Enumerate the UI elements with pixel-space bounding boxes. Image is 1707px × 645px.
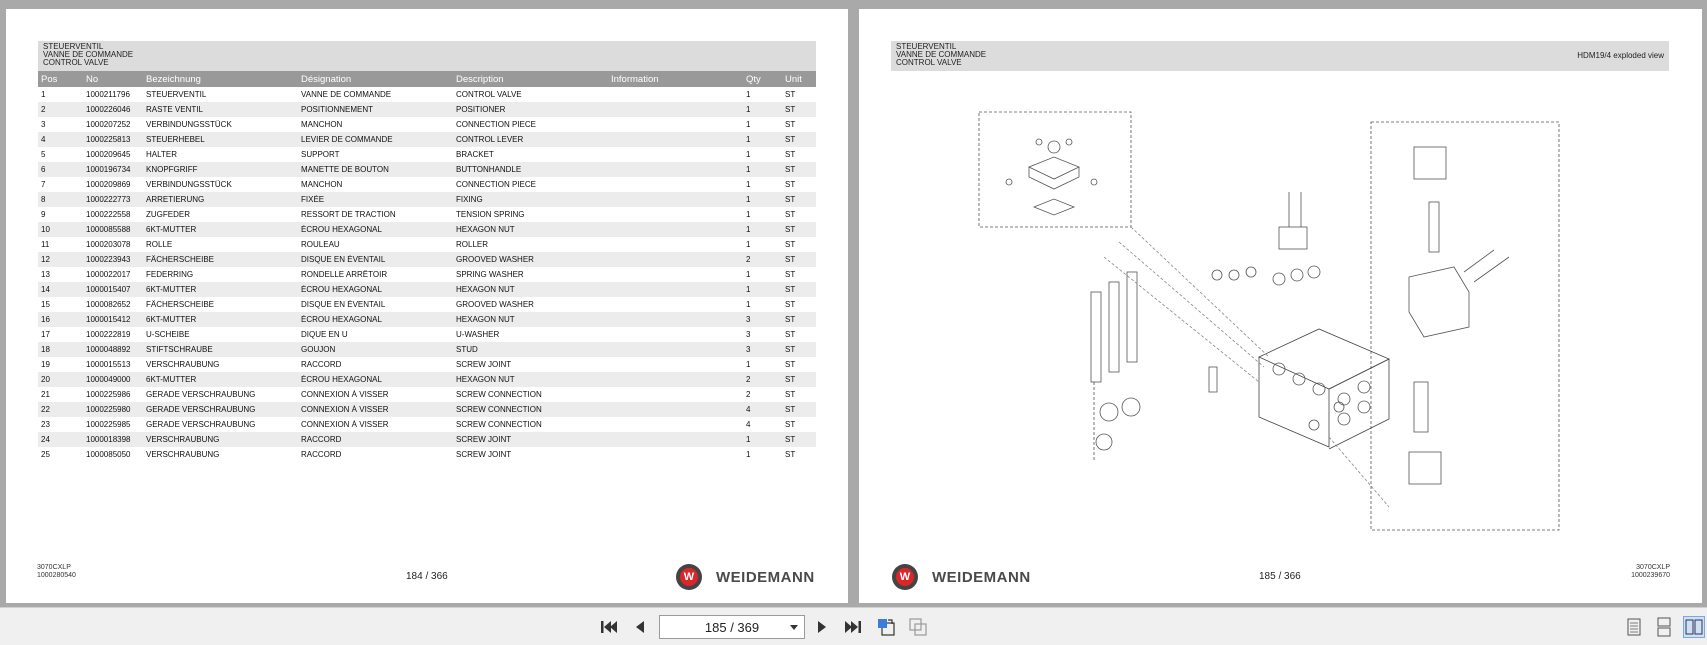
table-row [38, 162, 816, 177]
cell-description: SCREW CONNECTION [456, 390, 542, 399]
cell-designation: CONNEXION À VISSER [301, 405, 389, 414]
cell-designation: GOUJON [301, 345, 336, 354]
cell-unit: ST [785, 90, 796, 99]
cell-pos: 9 [41, 210, 46, 219]
cell-description: SCREW JOINT [456, 435, 512, 444]
cell-bezeichnung: VERSCHRAUBUNG [146, 360, 220, 369]
table-row [38, 432, 816, 447]
cell-no: 1000222819 [86, 330, 131, 339]
cell-unit: ST [785, 135, 796, 144]
cell-description: CONNECTION PIECE [456, 180, 537, 189]
cell-qty: 1 [746, 135, 751, 144]
page-number: 185 / 366 [1259, 571, 1301, 582]
cell-unit: ST [785, 375, 796, 384]
cell-description: TENSION SPRING [456, 210, 525, 219]
chevron-down-icon[interactable] [790, 625, 798, 630]
two-page-icon[interactable] [1683, 616, 1705, 638]
table-header [38, 71, 816, 87]
cell-pos: 18 [41, 345, 50, 354]
rotate-icon[interactable] [875, 616, 897, 638]
cell-pos: 8 [41, 195, 46, 204]
doc-info [37, 564, 76, 580]
col-no: No [86, 73, 99, 85]
doc-number: 1000239670 [1631, 572, 1670, 579]
cell-bezeichnung: 6KT-MUTTER [146, 375, 197, 384]
cell-qty: 1 [746, 180, 751, 189]
cell-qty: 1 [746, 240, 751, 249]
header-line-en: CONTROL VALVE [896, 58, 962, 67]
table-row [38, 192, 816, 207]
table-row [38, 87, 816, 102]
right-page [859, 9, 1702, 603]
cell-bezeichnung: STEUERVENTIL [146, 90, 207, 99]
header-line-en: CONTROL VALVE [43, 58, 109, 67]
cell-no: 1000226046 [86, 105, 131, 114]
col-designation: Désignation [301, 73, 352, 85]
brand-name: WEIDEMANN [716, 568, 815, 586]
cell-bezeichnung: VERSCHRAUBUNG [146, 435, 220, 444]
cell-qty: 1 [746, 210, 751, 219]
fit-icon[interactable] [907, 616, 929, 638]
cell-designation: ÉCROU HEXAGONAL [301, 375, 382, 384]
cell-bezeichnung: GERADE VERSCHRAUBUNG [146, 405, 256, 414]
cell-qty: 2 [746, 375, 751, 384]
cell-no: 1000222773 [86, 195, 131, 204]
cell-designation: ÉCROU HEXAGONAL [301, 225, 382, 234]
col-unit: Unit [785, 73, 802, 85]
cell-no: 1000049000 [86, 375, 131, 384]
cell-description: U-WASHER [456, 330, 500, 339]
last-page-icon[interactable] [842, 616, 864, 638]
page-header [38, 41, 816, 71]
cell-no: 1000196734 [86, 165, 131, 174]
cell-pos: 13 [41, 270, 50, 279]
continuous-page-icon[interactable] [1653, 616, 1675, 638]
cell-designation: RACCORD [301, 360, 342, 369]
cell-no: 1000015513 [86, 360, 131, 369]
cell-bezeichnung: ZUGFEDER [146, 210, 190, 219]
cell-unit: ST [785, 315, 796, 324]
col-pos: Pos [41, 73, 58, 85]
cell-bezeichnung: FEDERRING [146, 270, 194, 279]
cell-unit: ST [785, 105, 796, 114]
logo-icon: W [892, 564, 918, 590]
cell-designation: POSITIONNEMENT [301, 105, 374, 114]
cell-qty: 1 [746, 90, 751, 99]
cell-pos: 5 [41, 150, 46, 159]
cell-description: ROLLER [456, 240, 489, 249]
table-row [38, 372, 816, 387]
header-line-de: STEUERVENTIL [43, 42, 104, 51]
cell-pos: 17 [41, 330, 50, 339]
viewer-toolbar [0, 607, 1707, 645]
doc-code: 3070CXLP [37, 564, 71, 571]
detail-box-left [979, 112, 1131, 227]
cell-pos: 1 [41, 90, 46, 99]
cell-qty: 4 [746, 420, 751, 429]
cell-qty: 1 [746, 225, 751, 234]
cell-no: 1000209645 [86, 150, 131, 159]
parts-table [38, 71, 816, 462]
cell-description: STUD [456, 345, 478, 354]
cell-qty: 2 [746, 390, 751, 399]
cell-designation: CONNEXION À VISSER [301, 420, 389, 429]
cell-no: 1000082652 [86, 300, 131, 309]
cell-designation: ROULEAU [301, 240, 340, 249]
cell-pos: 3 [41, 120, 46, 129]
brand-name: WEIDEMANN [932, 568, 1031, 586]
table-row [38, 207, 816, 222]
cell-unit: ST [785, 330, 796, 339]
cell-description: POSITIONER [456, 105, 506, 114]
cell-qty: 1 [746, 450, 751, 459]
table-row [38, 417, 816, 432]
cell-bezeichnung: 6KT-MUTTER [146, 315, 197, 324]
cell-pos: 25 [41, 450, 50, 459]
table-row [38, 312, 816, 327]
brand-logo [892, 564, 1031, 590]
table-row [38, 147, 816, 162]
cell-pos: 14 [41, 285, 50, 294]
cell-designation: ÉCROU HEXAGONAL [301, 315, 382, 324]
cell-no: 1000018398 [86, 435, 131, 444]
cell-qty: 3 [746, 330, 751, 339]
cell-designation: MANCHON [301, 180, 343, 189]
cell-designation: LEVIER DE COMMANDE [301, 135, 393, 144]
table-row [38, 387, 816, 402]
table-row [38, 132, 816, 147]
col-bezeichnung: Bezeichnung [146, 73, 201, 85]
cell-unit: ST [785, 420, 796, 429]
cell-unit: ST [785, 450, 796, 459]
cell-no: 1000207252 [86, 120, 131, 129]
cell-description: BUTTONHANDLE [456, 165, 522, 174]
cell-qty: 3 [746, 345, 751, 354]
header-line-fr: VANNE DE COMMANDE [896, 50, 987, 59]
cell-designation: RACCORD [301, 450, 342, 459]
cell-designation: SUPPORT [301, 150, 340, 159]
table-row [38, 447, 816, 462]
cell-pos: 23 [41, 420, 50, 429]
cell-unit: ST [785, 390, 796, 399]
table-row [38, 117, 816, 132]
cell-bezeichnung: RASTE VENTIL [146, 105, 203, 114]
cell-description: SPRING WASHER [456, 270, 524, 279]
cell-pos: 19 [41, 360, 50, 369]
cell-designation: DIQUE EN U [301, 330, 348, 339]
cell-no: 1000209869 [86, 180, 131, 189]
cell-qty: 1 [746, 195, 751, 204]
cell-bezeichnung: FÄCHERSCHEIBE [146, 255, 215, 264]
cell-bezeichnung: ARRETIERUNG [146, 195, 205, 204]
doc-info [1631, 564, 1670, 580]
header-line-de: STEUERVENTIL [896, 42, 957, 51]
cell-qty: 1 [746, 150, 751, 159]
cell-pos: 21 [41, 390, 50, 399]
table-row [38, 357, 816, 372]
table-row [38, 252, 816, 267]
cell-unit: ST [785, 345, 796, 354]
cell-pos: 6 [41, 165, 46, 174]
cell-no: 1000222558 [86, 210, 131, 219]
cell-description: HEXAGON NUT [456, 225, 515, 234]
cell-unit: ST [785, 300, 796, 309]
cell-qty: 1 [746, 300, 751, 309]
cell-no: 1000203078 [86, 240, 131, 249]
table-row [38, 222, 816, 237]
cell-unit: ST [785, 195, 796, 204]
cell-unit: ST [785, 225, 796, 234]
cell-unit: ST [785, 285, 796, 294]
cell-designation: RESSORT DE TRACTION [301, 210, 396, 219]
cell-unit: ST [785, 180, 796, 189]
cell-no: 1000022017 [86, 270, 131, 279]
cell-pos: 10 [41, 225, 50, 234]
cell-no: 1000225980 [86, 405, 131, 414]
cell-pos: 24 [41, 435, 50, 444]
cell-qty: 1 [746, 105, 751, 114]
cell-bezeichnung: FÄCHERSCHEIBE [146, 300, 215, 309]
cell-unit: ST [785, 165, 796, 174]
exploded-view-drawing [969, 107, 1569, 537]
table-row [38, 237, 816, 252]
cell-bezeichnung: GERADE VERSCHRAUBUNG [146, 420, 256, 429]
col-qty: Qty [746, 73, 761, 85]
cell-pos: 16 [41, 315, 50, 324]
brand-logo [676, 564, 815, 590]
col-description: Description [456, 73, 504, 85]
cell-no: 1000223943 [86, 255, 131, 264]
doc-code: 3070CXLP [1636, 564, 1670, 571]
cell-designation: ÉCROU HEXAGONAL [301, 285, 382, 294]
cell-pos: 11 [41, 240, 50, 249]
cell-bezeichnung: ROLLE [146, 240, 173, 249]
cell-pos: 4 [41, 135, 46, 144]
cell-pos: 22 [41, 405, 50, 414]
cell-designation: DISQUE EN ÉVENTAIL [301, 255, 386, 264]
cell-designation: MANETTE DE BOUTON [301, 165, 389, 174]
cell-pos: 12 [41, 255, 50, 264]
cell-unit: ST [785, 240, 796, 249]
cell-qty: 1 [746, 285, 751, 294]
cell-description: SCREW CONNECTION [456, 405, 542, 414]
left-page [6, 9, 848, 603]
cell-unit: ST [785, 435, 796, 444]
cell-unit: ST [785, 210, 796, 219]
cell-description: HEXAGON NUT [456, 315, 515, 324]
cell-bezeichnung: 6KT-MUTTER [146, 225, 197, 234]
cell-unit: ST [785, 255, 796, 264]
table-row [38, 102, 816, 117]
cell-description: HEXAGON NUT [456, 285, 515, 294]
single-page-icon[interactable] [1623, 616, 1645, 638]
cell-no: 1000085588 [86, 225, 131, 234]
cell-pos: 15 [41, 300, 50, 309]
cell-designation: CONNEXION À VISSER [301, 390, 389, 399]
cell-description: SCREW CONNECTION [456, 420, 542, 429]
cell-designation: VANNE DE COMMANDE [301, 90, 392, 99]
cell-no: 1000048892 [86, 345, 131, 354]
page-header [891, 41, 1669, 71]
cell-description: CONTROL LEVER [456, 135, 524, 144]
cell-pos: 20 [41, 375, 50, 384]
page-selector[interactable] [659, 615, 805, 639]
cell-bezeichnung: U-SCHEIBE [146, 330, 190, 339]
cell-no: 1000015407 [86, 285, 131, 294]
table-row [38, 267, 816, 282]
cell-qty: 1 [746, 270, 751, 279]
cell-unit: ST [785, 150, 796, 159]
view-label: HDM19/4 exploded view [1577, 51, 1664, 60]
header-line-fr: VANNE DE COMMANDE [43, 50, 134, 59]
table-body [38, 87, 816, 462]
cell-description: CONNECTION PIECE [456, 120, 537, 129]
cell-pos: 2 [41, 105, 46, 114]
next-page-icon[interactable] [811, 616, 833, 638]
cell-description: SCREW JOINT [456, 360, 512, 369]
cell-designation: FIXÉE [301, 195, 325, 204]
cell-bezeichnung: GERADE VERSCHRAUBUNG [146, 390, 256, 399]
cell-qty: 1 [746, 360, 751, 369]
cell-qty: 1 [746, 435, 751, 444]
cell-unit: ST [785, 270, 796, 279]
prev-page-icon[interactable] [629, 616, 651, 638]
cell-qty: 4 [746, 405, 751, 414]
cell-unit: ST [785, 405, 796, 414]
cell-qty: 1 [746, 165, 751, 174]
table-row [38, 282, 816, 297]
cell-description: SCREW JOINT [456, 450, 512, 459]
cell-unit: ST [785, 120, 796, 129]
cell-description: GROOVED WASHER [456, 255, 534, 264]
cell-bezeichnung: HALTER [146, 150, 177, 159]
cell-bezeichnung: STIFTSCHRAUBE [146, 345, 213, 354]
page-number: 184 / 366 [406, 571, 448, 582]
cell-bezeichnung: STEUERHEBEL [146, 135, 205, 144]
doc-number: 1000280540 [37, 572, 76, 579]
cell-no: 1000211796 [86, 90, 130, 99]
cell-qty: 1 [746, 120, 751, 129]
cell-no: 1000225985 [86, 420, 131, 429]
table-row [38, 342, 816, 357]
detail-box-right [1371, 122, 1559, 530]
logo-icon: W [676, 564, 702, 590]
cell-no: 1000225813 [86, 135, 131, 144]
cell-bezeichnung: KNOPFGRIFF [146, 165, 198, 174]
cell-designation: DISQUE EN ÉVENTAIL [301, 300, 386, 309]
col-information: Information [611, 73, 659, 85]
cell-description: CONTROL VALVE [456, 90, 522, 99]
cell-qty: 2 [746, 255, 751, 264]
cell-qty: 3 [746, 315, 751, 324]
page-indicator: 185 / 369 [704, 619, 760, 635]
cell-pos: 7 [41, 180, 46, 189]
table-row [38, 297, 816, 312]
table-row [38, 402, 816, 417]
cell-designation: RACCORD [301, 435, 342, 444]
cell-no: 1000225986 [86, 390, 131, 399]
cell-description: BRACKET [456, 150, 494, 159]
cell-no: 1000015412 [86, 315, 131, 324]
cell-bezeichnung: 6KT-MUTTER [146, 285, 197, 294]
table-row [38, 177, 816, 192]
cell-description: HEXAGON NUT [456, 375, 515, 384]
cell-unit: ST [785, 360, 796, 369]
cell-bezeichnung: VERBINDUNGSSTÜCK [146, 180, 232, 189]
cell-description: GROOVED WASHER [456, 300, 534, 309]
first-page-icon[interactable] [598, 616, 620, 638]
table-row [38, 327, 816, 342]
cell-designation: RONDELLE ARRÊTOIR [301, 270, 388, 279]
cell-no: 1000085050 [86, 450, 131, 459]
cell-description: FIXING [456, 195, 483, 204]
cell-bezeichnung: VERBINDUNGSSTÜCK [146, 120, 232, 129]
cell-bezeichnung: VERSCHRAUBUNG [146, 450, 220, 459]
cell-designation: MANCHON [301, 120, 343, 129]
